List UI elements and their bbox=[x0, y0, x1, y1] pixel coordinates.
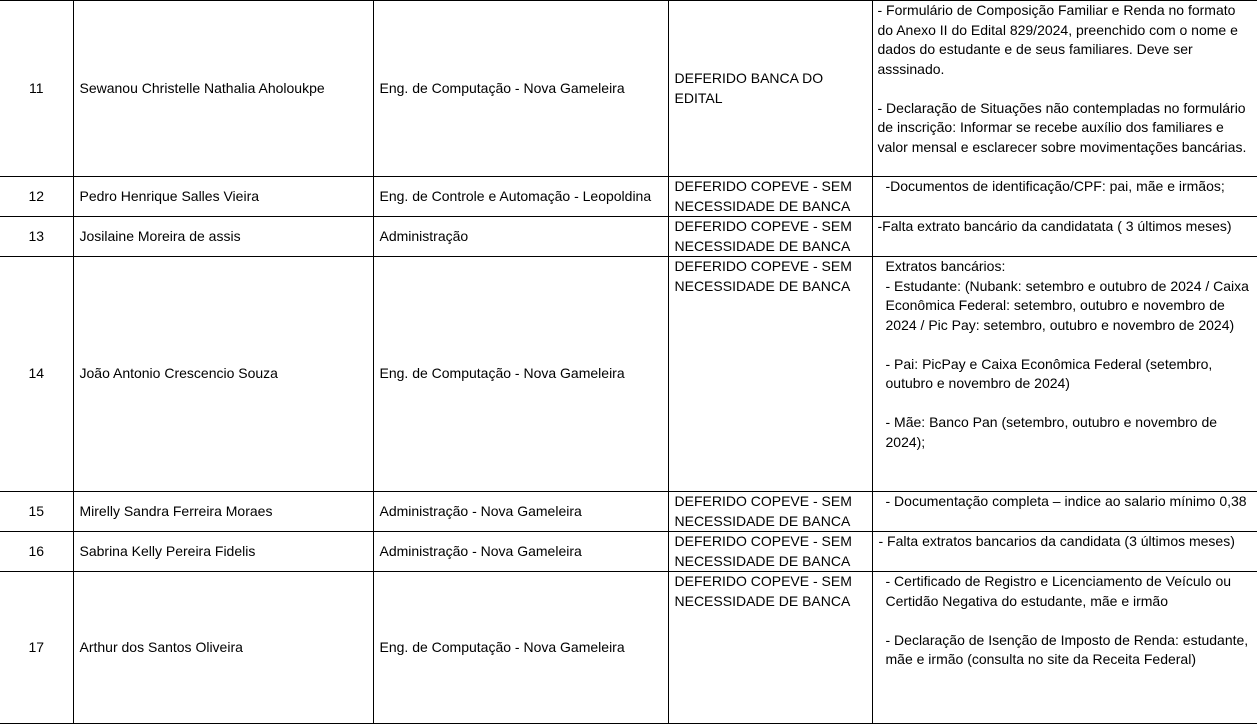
row-number: 17 bbox=[0, 572, 73, 724]
course-name: Administração - Nova Gameleira bbox=[373, 492, 668, 532]
table-row bbox=[0, 532, 1257, 572]
table-row bbox=[0, 217, 1257, 257]
notes-text: Extratos bancários: - Estudante: (Nubank: setembro e outubro de 2024 / Caixa Econômica Federal: setembro, outubro e novembro de 2024 / Pic Pay: setembro, outubro e novembro de 2024) - Pai: PicPay e Caixa Econômica Federal (setembro, outubro e novembro de 2024) - Mãe: Banco Pan (setembro, outubro e novembro de 2024); bbox=[885, 258, 1249, 450]
course-name: Eng. de Computação - Nova Gameleira bbox=[373, 1, 668, 177]
status-cell: DEFERIDO COPEVE - SEM NECESSIDADE DE BANCA bbox=[668, 257, 872, 492]
notes-cell bbox=[872, 217, 1257, 257]
student-name: Pedro Henrique Salles Vieira bbox=[73, 177, 373, 217]
notes-cell bbox=[872, 177, 1257, 217]
course-name: Eng. de Controle e Automação - Leopoldina bbox=[373, 177, 668, 217]
notes-cell bbox=[872, 492, 1257, 532]
row-number: 14 bbox=[0, 257, 73, 492]
notes-cell bbox=[872, 572, 1257, 724]
row-number: 13 bbox=[0, 217, 73, 257]
notes-text: - Formulário de Composição Familiar e Renda no formato do Anexo II do Edital 829/2024, preenchido com o nome e dados do estudante e de seus familiares. Deve ser asssinado. - Declaração de Situações não contempladas no formulário de inscrição: Informar se recebe auxílio dos familiares e valor mensal e esclarecer sobre movimentações bancárias. bbox=[877, 2, 1247, 155]
table-row bbox=[0, 257, 1257, 492]
row-number: 12 bbox=[0, 177, 73, 217]
status-cell: DEFERIDO COPEVE - SEM NECESSIDADE DE BANCA bbox=[668, 492, 872, 532]
table-row bbox=[0, 492, 1257, 532]
student-name: Sabrina Kelly Pereira Fidelis bbox=[73, 532, 373, 572]
row-number: 15 bbox=[0, 492, 73, 532]
course-name: Eng. de Computação - Nova Gameleira bbox=[373, 257, 668, 492]
table-row bbox=[0, 177, 1257, 217]
table-row bbox=[0, 1, 1257, 177]
notes-text: -Falta extrato bancário da candidatata ( 3 últimos meses) bbox=[877, 218, 1232, 234]
notes-text: - Falta extratos bancarios da candidata (3 últimos meses) bbox=[878, 533, 1235, 549]
student-name: Arthur dos Santos Oliveira bbox=[73, 572, 373, 724]
student-name: Sewanou Christelle Nathalia Aholoukpe bbox=[73, 1, 373, 177]
notes-cell bbox=[872, 532, 1257, 572]
course-name: Eng. de Computação - Nova Gameleira bbox=[373, 572, 668, 724]
table-row bbox=[0, 572, 1257, 724]
notes-cell bbox=[872, 1, 1257, 177]
row-number: 16 bbox=[0, 532, 73, 572]
status-cell: DEFERIDO COPEVE - SEM NECESSIDADE DE BANCA bbox=[668, 572, 872, 724]
notes-text: -Documentos de identificação/CPF: pai, mãe e irmãos; bbox=[885, 178, 1225, 194]
student-name: Mirelly Sandra Ferreira Moraes bbox=[73, 492, 373, 532]
notes-text: - Certificado de Registro e Licenciamento de Veículo ou Certidão Negativa do estudante, mãe e irmão - Declaração de Isenção de Imposto de Renda: estudante, mãe e irmão (consulta no site da Receita Federal) bbox=[885, 573, 1249, 667]
notes-text: - Documentação completa – indice ao salario mínimo 0,38 bbox=[885, 493, 1247, 509]
course-name: Administração - Nova Gameleira bbox=[373, 532, 668, 572]
status-cell: DEFERIDO COPEVE - SEM NECESSIDADE DE BANCA bbox=[668, 217, 872, 257]
student-name: João Antonio Crescencio Souza bbox=[73, 257, 373, 492]
status-cell: DEFERIDO COPEVE - SEM NECESSIDADE DE BANCA bbox=[668, 532, 872, 572]
row-number: 11 bbox=[0, 1, 73, 177]
notes-cell bbox=[872, 257, 1257, 492]
student-name: Josilaine Moreira de assis bbox=[73, 217, 373, 257]
status-cell: DEFERIDO COPEVE - SEM NECESSIDADE DE BANCA bbox=[668, 177, 872, 217]
course-name: Administração bbox=[373, 217, 668, 257]
status-cell: DEFERIDO BANCA DO EDITAL bbox=[668, 1, 872, 177]
